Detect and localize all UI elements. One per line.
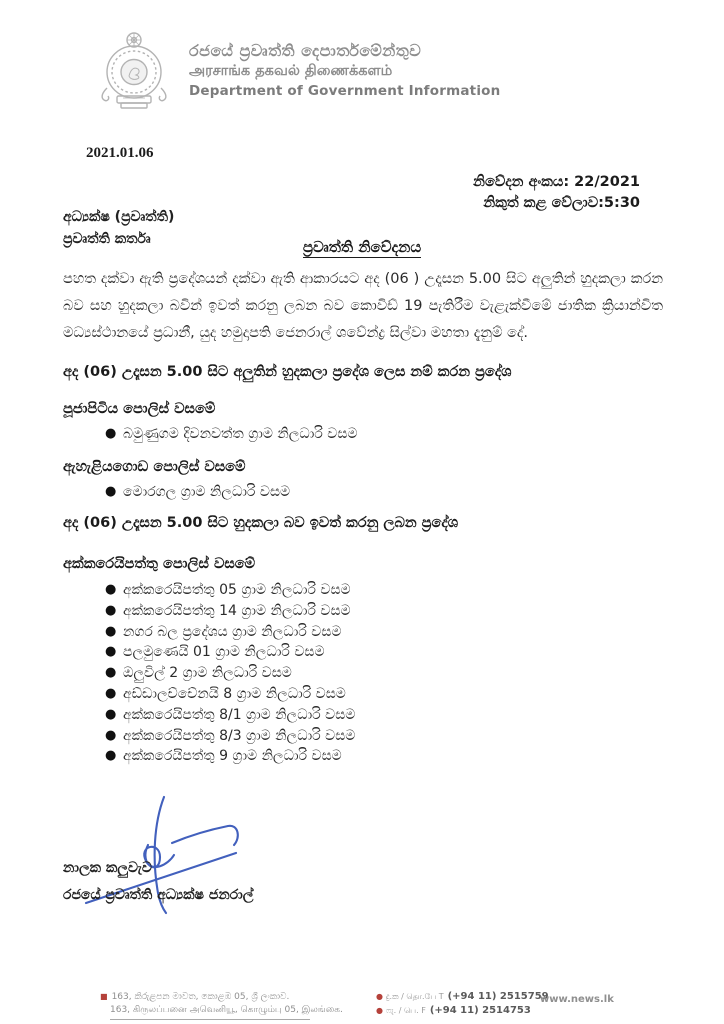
list-item: ● මොරගල ග්‍රාම නිලධාරි වසම bbox=[63, 481, 290, 503]
department-name-tamil: அரசாங்க தகவல் திணைக்களம் bbox=[189, 63, 393, 79]
fax-line bbox=[376, 1004, 549, 1018]
address-line-sinhala: ■ 163, කිරුළපන මාවත, කොළඹ 05, ශ්‍රී ලංකාව. bbox=[100, 992, 290, 1002]
pujapitiya-area-list bbox=[63, 423, 358, 445]
issued-time: නිකුත් කළ වේලාව:5:30 bbox=[483, 195, 640, 211]
notice-meta bbox=[473, 172, 640, 214]
bullet-icon: ● bbox=[105, 706, 117, 722]
subheading-ehaliyagoda-police: ඇහැළියගොඩ පොලිස් වසමේ bbox=[63, 459, 246, 475]
address-bullet-icon: ■ bbox=[100, 992, 108, 1001]
phone-label: දු.ක / தொ.பே T bbox=[385, 992, 444, 1001]
subheading-akkaraipattu-police: අක්කරෙයිපත්තු පොලිස් වසමේ bbox=[63, 556, 256, 572]
list-item: ● අක්කරෙයිපත්තු 8/3 ග්‍රාම නිලධාරි වසම bbox=[63, 726, 355, 747]
list-item: ● අක්කරෙයිපත්තු 05 ග්‍රාම නිලධාරි වසම bbox=[63, 580, 355, 601]
department-name-sinhala: රජයේ ප්‍රවෘත්ති දෙපාර්තමේන්තුව bbox=[189, 41, 422, 60]
addressee-line-1: අධ්‍යක්ෂ (ප්‍රවෘත්ති) bbox=[63, 209, 175, 225]
bullet-icon: ● bbox=[105, 644, 117, 660]
list-item: ● පලමුණෙයි 01 ග්‍රාම නිලධාරි වසම bbox=[63, 642, 355, 663]
list-item: ● නගර බල ප්‍රදේශය ග්‍රාම නිලධාරි වසම bbox=[63, 622, 355, 643]
fax-bullet-icon: ● bbox=[376, 1006, 383, 1015]
subheading-pujapitiya-police: පූජාපිටිය පොලිස් වසමේ bbox=[63, 401, 216, 417]
document-date: 2021.01.06 bbox=[86, 145, 154, 161]
list-item: ● අක්කරෙයිපත්තු 8/1 ග්‍රාම නිලධාරි වසම bbox=[63, 705, 355, 726]
phone-line bbox=[376, 990, 549, 1004]
bullet-icon: ● bbox=[105, 602, 117, 618]
department-name-english: Department of Government Information bbox=[189, 83, 501, 99]
letterhead bbox=[93, 30, 500, 110]
bullet-icon: ● bbox=[105, 665, 117, 681]
list-item: ● ඔලුවිල් 2 ග්‍රාම නිලධාරි වසම bbox=[63, 663, 355, 684]
department-name-block bbox=[189, 41, 500, 99]
list-item: ● අක්කරෙයිපත්තු 9 ග්‍රාම නිලධාරි වසම bbox=[63, 746, 355, 767]
national-emblem-logo bbox=[93, 30, 175, 110]
bullet-icon: ● bbox=[105, 727, 117, 743]
footer-address bbox=[100, 990, 343, 1017]
signatory-name: නාලක කලුවැව bbox=[63, 860, 152, 876]
akkaraipattu-area-list bbox=[63, 580, 355, 767]
lead-paragraph: පහත දක්වා ඇති ප්‍රදේශයන් දක්වා ඇති ආකාරයට අද (06 ) උදෑසන 5.00 සිට අලුතින් හුදකලා කරන බව සහ හුදකලා බවින් ඉවත් කරනු ලබන බව කොවිඩ් 19 පැතිරීම වැළැක්වීමේ ජාතික ක්‍රියාන්විත මධ්‍යස්ථානයේ ප්‍රධානී, යුද හමුදාපති ජෙනරාල් ශවේන්ද්‍ර සිල්වා මහතා දැනුම් දේ. bbox=[63, 271, 663, 341]
signatory-designation: රජයේ ප්‍රවෘත්ති අධ්‍යක්ෂ ජනරාල් bbox=[63, 887, 254, 903]
list-item: ● බමුණුගම දිවනවත්ත ග්‍රාම නිලධාරි වසම bbox=[63, 423, 358, 445]
phone-bullet-icon: ● bbox=[376, 992, 383, 1001]
section-heading-newly-isolated: අද (06) උදෑසන 5.00 සිට අලුතින් හුදකලා ප්‍රදේශ ලෙස නම් කරන ප්‍රදේශ bbox=[63, 364, 512, 380]
footer-divider bbox=[110, 1019, 310, 1020]
footer-contact bbox=[376, 990, 549, 1018]
bullet-icon: ● bbox=[105, 426, 117, 441]
footer-website: www.news.lk bbox=[540, 994, 614, 1005]
bullet-icon: ● bbox=[105, 748, 117, 764]
document-title: ප්‍රවෘත්ති නිවේදනය bbox=[302, 238, 422, 256]
address-line-tamil: 163, கிருலப்பனை அவெனியூ, கொழும்பு 05, இலங்கை. bbox=[110, 1005, 343, 1015]
phone-number: (+94 11) 2515759 bbox=[447, 991, 549, 1002]
notice-number: නිවේදන අංකය: 22/2021 bbox=[473, 174, 640, 190]
bullet-icon: ● bbox=[105, 623, 117, 639]
bullet-icon: ● bbox=[105, 685, 117, 701]
fax-number: (+94 11) 2514753 bbox=[429, 1005, 531, 1016]
section-heading-released-areas: අද (06) උදෑසන 5.00 සිට හුදකලා බව ඉවත් කරනු ලබන ප්‍රදේශ bbox=[63, 515, 459, 531]
bullet-icon: ● bbox=[105, 484, 117, 499]
ehaliyagoda-area-list bbox=[63, 481, 290, 503]
list-item: ● අක්කරෙයිපත්තු 14 ග්‍රාම නිලධාරි වසම bbox=[63, 601, 355, 622]
fax-label: ෆැ. / பெ. F bbox=[385, 1006, 426, 1015]
bullet-icon: ● bbox=[105, 582, 117, 597]
list-item: ● අඩ්ඩාලච්චේනයි 8 ග්‍රාම නිලධාරි වසම bbox=[63, 684, 355, 705]
addressee-line-2: ප්‍රවෘත්ති කර්තෘ bbox=[63, 231, 151, 247]
